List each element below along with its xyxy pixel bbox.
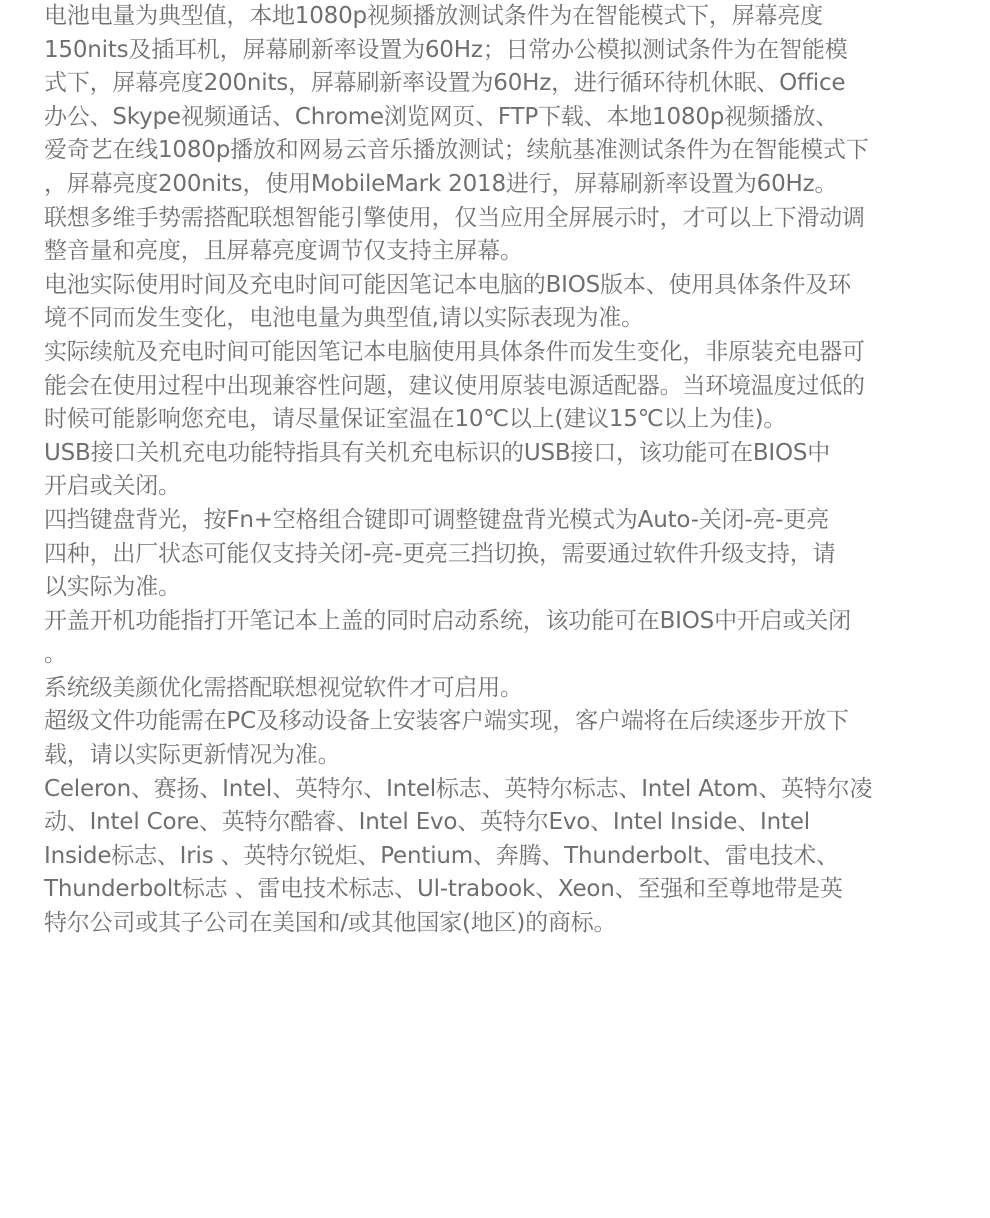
- footnote-line: Thunderbolt标志 、雷电技术标志、Ul-trabook、Xeon、至强和至尊地带是英: [44, 876, 843, 903]
- footnote-line: 四挡键盘背光，按Fn+空格组合键即可调整键盘背光模式为Auto-关闭-亮-更亮: [44, 506, 830, 533]
- footnote-line: ，屏幕亮度200nits，使用MobileMark 2018进行，屏幕刷新率设置为60Hz。: [44, 170, 838, 197]
- footnote-line: 电池电量为典型值，本地1080p视频播放测试条件为在智能模式下，屏幕亮度: [44, 3, 823, 29]
- footnote-line: 150nits及插耳机，屏幕刷新率设置为60Hz；日常办公模拟测试条件为在智能模: [44, 36, 848, 63]
- footnote-line: 整音量和亮度，且屏幕亮度调节仅支持主屏幕。: [44, 238, 523, 265]
- footnote-line: Inside标志、Iris 、英特尔锐炬、Pentium、奔腾、Thunderbolt、雷电技术、: [44, 842, 839, 869]
- footnote-line: 实际续航及充电时间可能因笔记本电脑使用具体条件而发生变化，非原装充电器可: [44, 338, 865, 365]
- footnote-line: 以实际为准。: [44, 574, 181, 601]
- footnote-line: 特尔公司或其子公司在美国和/或其他国家(地区)的商标。: [44, 910, 617, 937]
- footnote-line: 超级文件功能需在PC及移动设备上安装客户端实现，客户端将在后续逐步开放下: [44, 708, 849, 735]
- footnote-line: 爱奇艺在线1080p播放和网易云音乐播放测试；续航基准测试条件为在智能模式下: [44, 137, 869, 164]
- footnote-line: 动、Intel Core、英特尔酷睿、Intel Evo、英特尔Evo、Intel Inside、Intel: [44, 809, 810, 836]
- footnote-line: 系统级美颜优化需搭配联想视觉软件才可启用。: [44, 674, 523, 701]
- footnote-line: 电池实际使用时间及充电时间可能因笔记本电脑的BIOS版本、使用具体条件及环: [44, 271, 851, 298]
- footnote-line: 开启或关闭。: [44, 473, 181, 500]
- footnote-line: 办公、Skype视频通话、Chrome浏览网页、FTP下载、本地1080p视频播放、: [44, 103, 839, 130]
- footnote-line: 境不同而发生变化，电池电量为典型值,请以实际表现为准。: [44, 305, 644, 332]
- footnote-line: Celeron、赛扬、Intel、英特尔、Intel标志、英特尔标志、Intel Atom、英特尔凌: [44, 775, 873, 802]
- footnote-line: 四种，出厂状态可能仅支持关闭-亮-更亮三挡切换，需要通过软件升级支持，请: [44, 540, 836, 567]
- footnote-line: 联想多维手势需搭配联想智能引擎使用，仅当应用全屏展示时，才可以上下滑动调: [44, 204, 865, 231]
- footnote-line: 式下，屏幕亮度200nits，屏幕刷新率设置为60Hz，进行循环待机休眠、Office: [44, 70, 846, 97]
- footnote-line: USB接口关机充电功能特指具有关机充电标识的USB接口，该功能可在BIOS中: [44, 439, 831, 466]
- footnote-line: 时候可能影响您充电，请尽量保证室温在10℃以上(建议15℃以上为佳)。: [44, 406, 787, 433]
- footnote-line: 能会在使用过程中出现兼容性问题，建议使用原装电源适配器。当环境温度过低的: [44, 372, 865, 399]
- footnote-text-block: [44, 0, 954, 941]
- footnote-line: 。: [44, 641, 67, 668]
- footnote-line: 开盖开机功能指打开笔记本上盖的同时启动系统，该功能可在BIOS中开启或关闭: [44, 607, 851, 634]
- footnote-line: 载，请以实际更新情况为准。: [44, 742, 341, 769]
